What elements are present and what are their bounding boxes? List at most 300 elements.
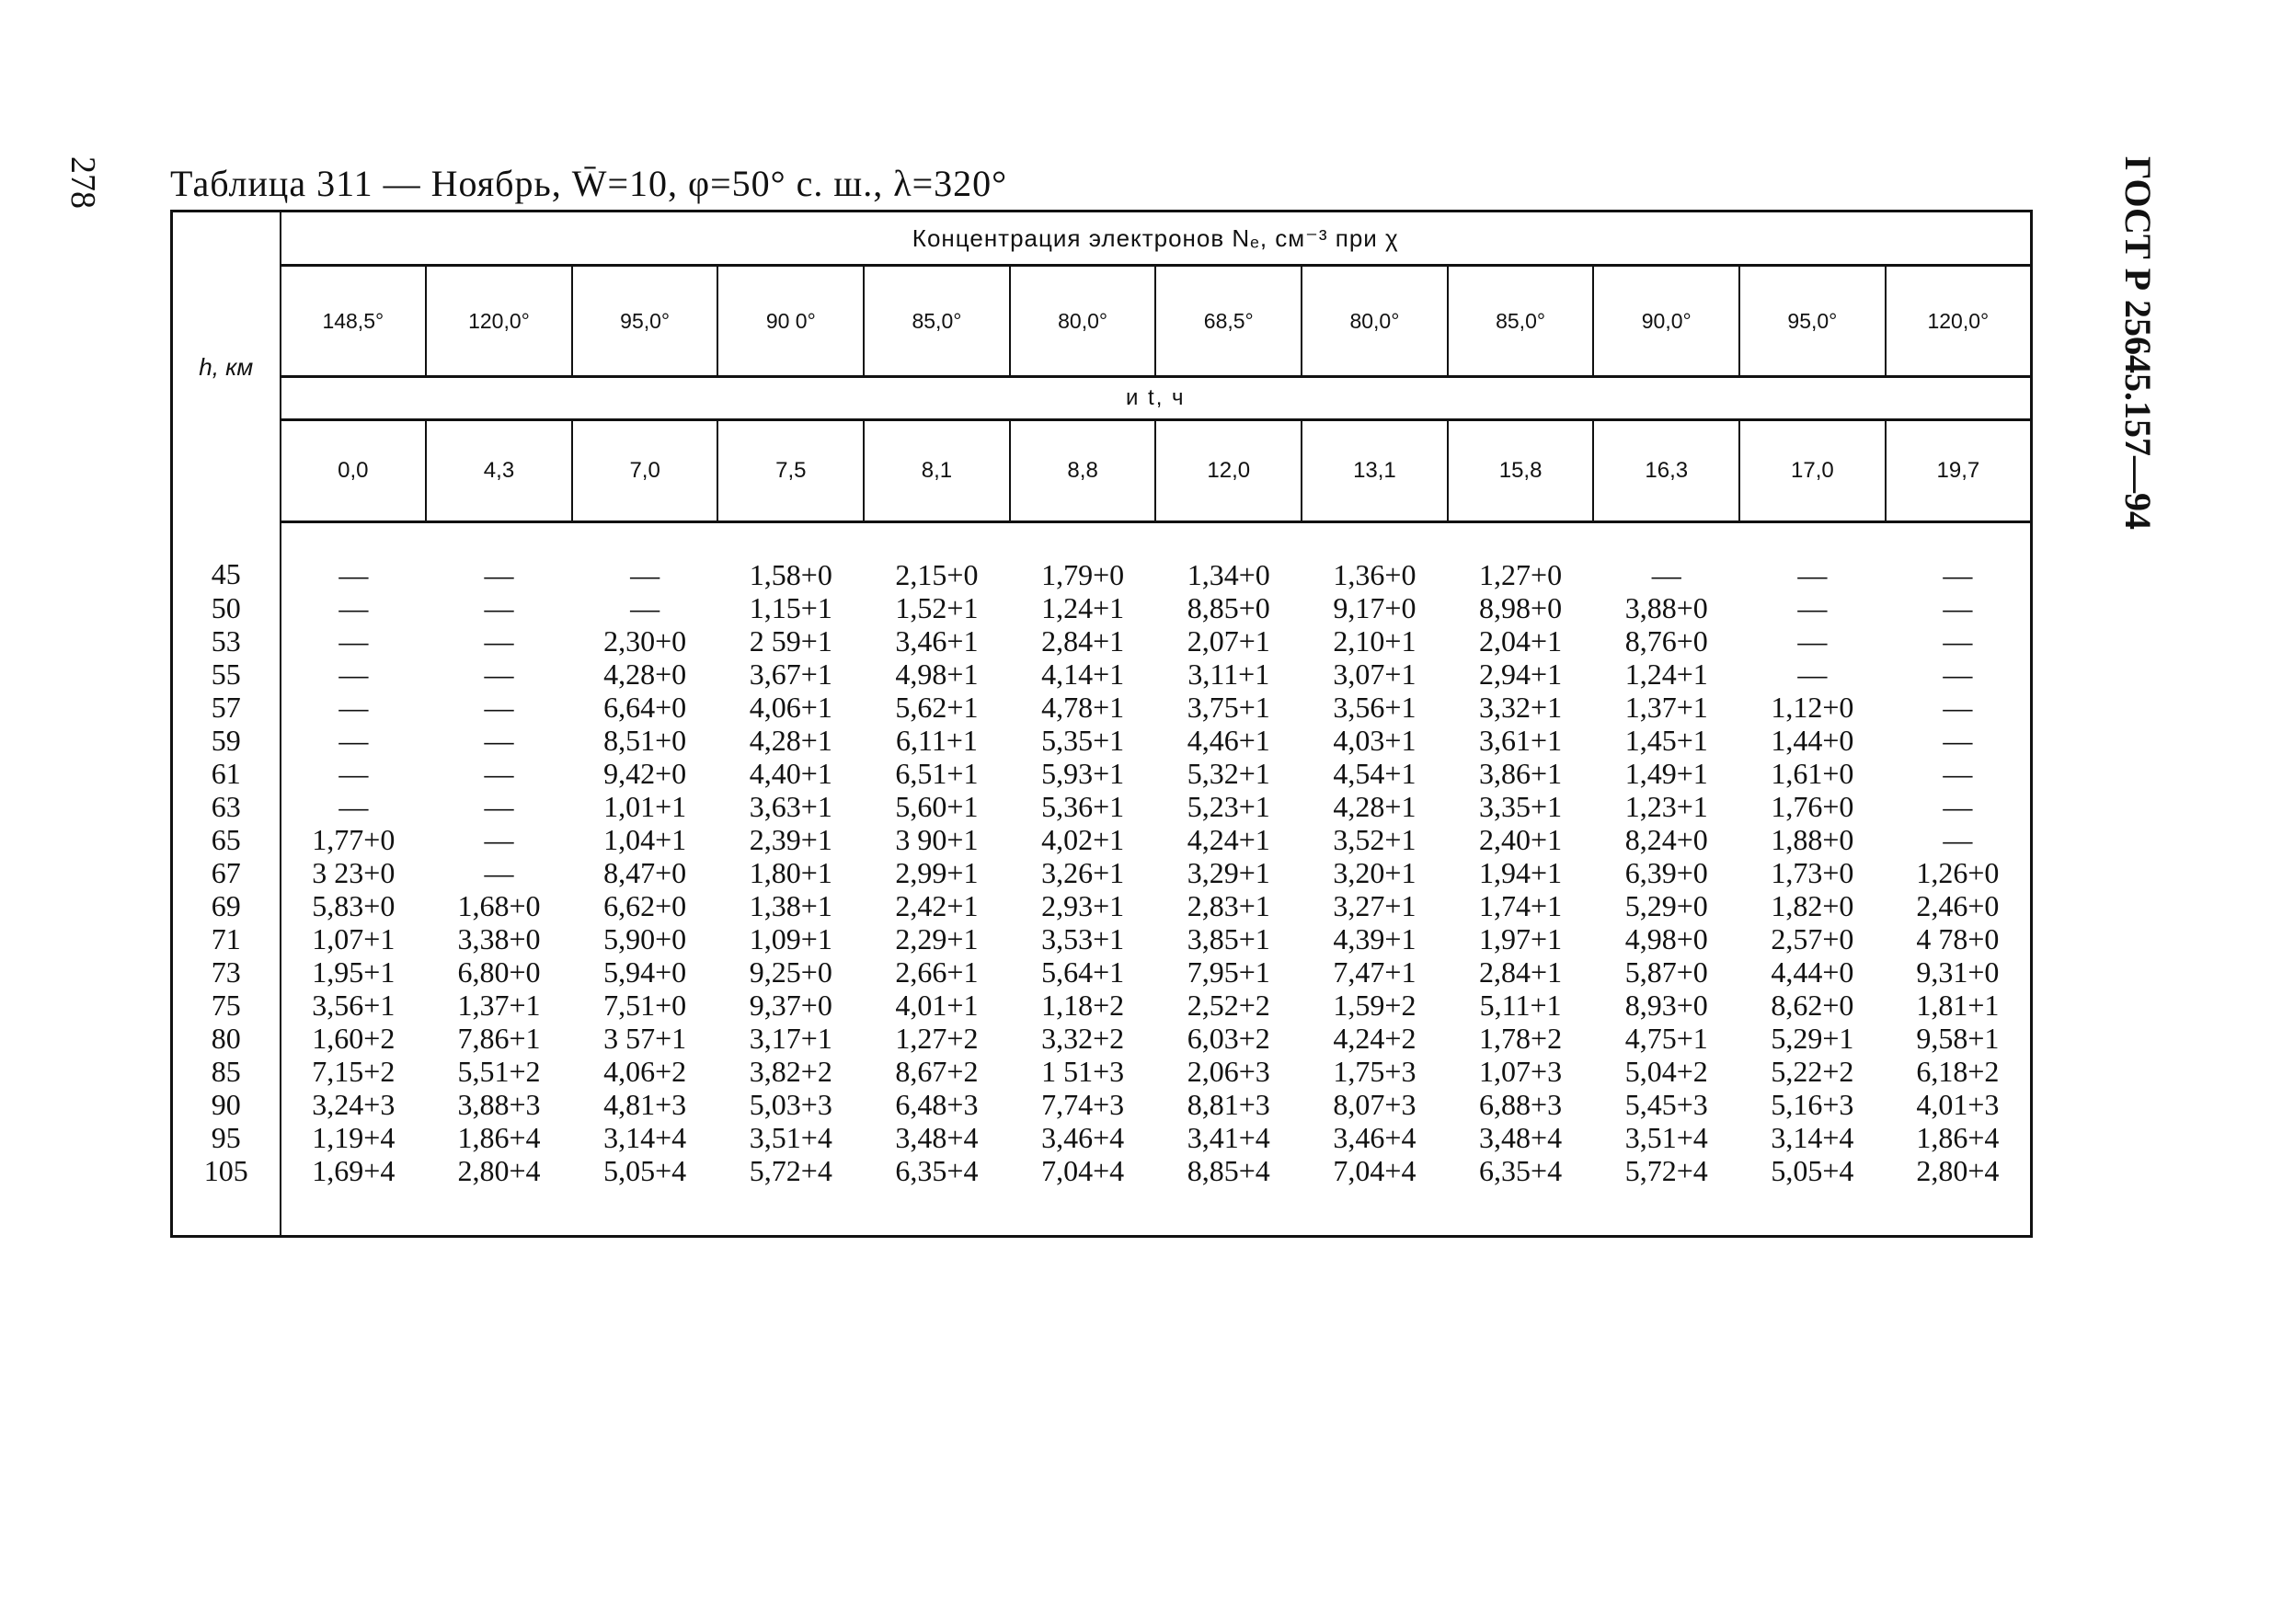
value-cell: 8,24+0: [1624, 823, 1708, 856]
value-cell: 8,67+2: [895, 1055, 979, 1088]
value-cell: —: [1886, 658, 2032, 691]
value-cell: 1,86+4: [457, 1121, 541, 1154]
value-cell: 1,94+1: [1479, 856, 1563, 889]
value-cell: —: [1886, 691, 2032, 724]
value-cell: 1,27+2: [895, 1022, 979, 1055]
value-cell: 6,80+0: [457, 955, 541, 989]
value-cell: —: [338, 591, 369, 624]
value-cell: 5,05+4: [572, 1154, 718, 1237]
value-cell: 4 78+0: [1886, 922, 2032, 955]
chi-value: 85,0°: [864, 266, 1010, 377]
value-cell: 3,14+4: [1771, 1121, 1854, 1154]
value-cell: 1,86+4: [1886, 1121, 2032, 1154]
value-cell: 4,01+1: [895, 989, 979, 1022]
value-cell: 1,78+2: [1479, 1022, 1563, 1055]
value-cell: 1,88+0: [1771, 823, 1854, 856]
value-cell: 1,23+1: [1624, 790, 1708, 823]
value-cell: 1,59+2: [1333, 989, 1417, 1022]
value-cell: —: [484, 591, 514, 624]
value-cell: 3,63+1: [749, 790, 832, 823]
height-cell: 65: [172, 823, 281, 856]
value-cell: 8,93+0: [1624, 989, 1708, 1022]
value-cell: 1,27+0: [1479, 558, 1563, 591]
value-cell: 6,62+0: [603, 889, 687, 922]
value-cell: —: [1886, 757, 2032, 790]
value-cell: 3,32+1: [1479, 691, 1563, 724]
value-cell: 3,75+1: [1187, 691, 1270, 724]
chi-value: 120,0°: [426, 266, 572, 377]
value-cell: 5,23+1: [1187, 790, 1270, 823]
t-value: 17,0: [1739, 420, 1886, 522]
value-cell: 7,74+3: [1041, 1088, 1125, 1121]
height-cell: 50: [172, 591, 281, 624]
table-row: [172, 591, 2032, 624]
value-cell: 4,28+1: [1333, 790, 1417, 823]
value-cell: 1,24+1: [1624, 658, 1708, 691]
table-row: [172, 823, 2032, 856]
table-row: [172, 856, 2032, 889]
height-cell: 80: [172, 1022, 281, 1055]
chi-value: 148,5°: [281, 266, 427, 377]
value-cell: 3 57+1: [603, 1022, 687, 1055]
value-cell: 6,35+4: [1448, 1154, 1594, 1237]
value-cell: —: [484, 823, 514, 856]
table-row: [172, 989, 2032, 1022]
value-cell: 4,98+1: [895, 658, 979, 691]
value-cell: 2,99+1: [895, 856, 979, 889]
value-cell: 1,09+1: [749, 922, 832, 955]
value-cell: 2,57+0: [1771, 922, 1854, 955]
t-value: 7,0: [572, 420, 718, 522]
value-cell: —: [1886, 591, 2032, 624]
t-value: 12,0: [1155, 420, 1302, 522]
value-cell: 1,80+1: [749, 856, 832, 889]
table-row: [172, 624, 2032, 658]
value-cell: 3,51+4: [1624, 1121, 1708, 1154]
chi-value: 120,0°: [1886, 266, 2032, 377]
table-row: [172, 522, 2032, 592]
value-cell: 4,06+1: [749, 691, 832, 724]
value-cell: 3 90+1: [895, 823, 979, 856]
value-cell: 1,95+1: [312, 955, 396, 989]
value-cell: 2,66+1: [895, 955, 979, 989]
value-cell: —: [484, 856, 514, 889]
chi-value: 95,0°: [1739, 266, 1886, 377]
value-cell: 4,44+0: [1771, 955, 1854, 989]
table-row: [172, 922, 2032, 955]
height-cell: 45: [172, 522, 281, 592]
value-cell: 3,56+1: [1333, 691, 1417, 724]
value-cell: 3,88+0: [1624, 591, 1708, 624]
height-cell: 75: [172, 989, 281, 1022]
value-cell: 3,20+1: [1333, 856, 1417, 889]
value-cell: 8,62+0: [1771, 989, 1854, 1022]
value-cell: 3,67+1: [749, 658, 832, 691]
height-cell: 73: [172, 955, 281, 989]
table-row: [172, 724, 2032, 757]
value-cell: 1,01+1: [603, 790, 687, 823]
value-cell: 3,56+1: [312, 989, 396, 1022]
value-cell: 3,41+4: [1187, 1121, 1270, 1154]
value-cell: 5,87+0: [1624, 955, 1708, 989]
value-cell: 1,49+1: [1624, 757, 1708, 790]
value-cell: —: [630, 591, 660, 624]
value-cell: 1,15+1: [749, 591, 832, 624]
value-cell: 1,69+4: [281, 1154, 427, 1237]
table-row: [172, 691, 2032, 724]
value-cell: 2,46+0: [1886, 889, 2032, 922]
chi-value: 90,0°: [1593, 266, 1739, 377]
value-cell: 7,47+1: [1333, 955, 1417, 989]
value-cell: 1 51+3: [1041, 1055, 1125, 1088]
value-cell: 3,27+1: [1333, 889, 1417, 922]
value-cell: 2,30+0: [603, 624, 687, 658]
value-cell: 5,64+1: [1041, 955, 1125, 989]
value-cell: —: [484, 790, 514, 823]
chi-value: 80,0°: [1010, 266, 1156, 377]
value-cell: 3,88+3: [457, 1088, 541, 1121]
value-cell: 1,34+0: [1187, 558, 1270, 591]
value-cell: —: [484, 724, 514, 757]
height-cell: 85: [172, 1055, 281, 1088]
t-value: 4,3: [426, 420, 572, 522]
table-row: [172, 1022, 2032, 1055]
value-cell: 6,88+3: [1479, 1088, 1563, 1121]
value-cell: 1,44+0: [1771, 724, 1854, 757]
value-cell: 1,97+1: [1479, 922, 1563, 955]
value-cell: 2,42+1: [895, 889, 979, 922]
value-cell: 4,75+1: [1624, 1022, 1708, 1055]
value-cell: 3,46+4: [1333, 1121, 1417, 1154]
value-cell: 4,28+1: [749, 724, 832, 757]
value-cell: 3,24+3: [312, 1088, 396, 1121]
value-cell: 2,80+4: [426, 1154, 572, 1237]
value-cell: —: [1886, 724, 2032, 757]
value-cell: 9,31+0: [1886, 955, 2032, 989]
value-cell: 2,04+1: [1479, 624, 1563, 658]
value-cell: 2,80+4: [1886, 1154, 2032, 1237]
page-number: 278: [63, 156, 102, 209]
value-cell: —: [338, 757, 369, 790]
value-cell: 5,83+0: [312, 889, 396, 922]
value-cell: —: [484, 558, 514, 591]
value-cell: —: [1886, 823, 2032, 856]
value-cell: 2,93+1: [1041, 889, 1125, 922]
chi-value: 90 0°: [717, 266, 864, 377]
value-cell: 5,62+1: [895, 691, 979, 724]
value-cell: 1,37+1: [457, 989, 541, 1022]
value-cell: 7,15+2: [312, 1055, 396, 1088]
value-cell: 5,03+3: [749, 1088, 832, 1121]
value-cell: —: [1797, 591, 1828, 624]
value-cell: —: [338, 724, 369, 757]
value-cell: 6,51+1: [895, 757, 979, 790]
height-cell: 95: [172, 1121, 281, 1154]
t-value: 0,0: [281, 420, 427, 522]
value-cell: 5,72+4: [1593, 1154, 1739, 1237]
value-cell: 3,48+4: [1479, 1121, 1563, 1154]
value-cell: 4,78+1: [1041, 691, 1125, 724]
value-cell: 5,72+4: [717, 1154, 864, 1237]
value-cell: 9,17+0: [1333, 591, 1417, 624]
value-cell: —: [338, 691, 369, 724]
value-cell: 5,29+0: [1624, 889, 1708, 922]
value-cell: 1,07+3: [1479, 1055, 1563, 1088]
value-cell: 4,24+2: [1333, 1022, 1417, 1055]
value-cell: 1,60+2: [312, 1022, 396, 1055]
value-cell: 3,82+2: [749, 1055, 832, 1088]
value-cell: 7,95+1: [1187, 955, 1270, 989]
value-cell: 9,37+0: [749, 989, 832, 1022]
value-cell: 4,40+1: [749, 757, 832, 790]
t-value: 8,8: [1010, 420, 1156, 522]
height-cell: 59: [172, 724, 281, 757]
value-cell: 8,51+0: [603, 724, 687, 757]
value-cell: —: [1797, 624, 1828, 658]
value-cell: 2,06+3: [1187, 1055, 1270, 1088]
value-cell: 1,61+0: [1771, 757, 1854, 790]
value-cell: 3,38+0: [457, 922, 541, 955]
value-cell: 1,73+0: [1771, 856, 1854, 889]
value-cell: —: [1886, 790, 2032, 823]
concentration-header: Концентрация электронов Nₑ, см⁻³ при χ: [281, 212, 2032, 266]
value-cell: 3,14+4: [603, 1121, 687, 1154]
value-cell: 9,58+1: [1886, 1022, 2032, 1055]
value-cell: 8,07+3: [1333, 1088, 1417, 1121]
value-cell: 5,94+0: [603, 955, 687, 989]
value-cell: 2 59+1: [749, 624, 832, 658]
value-cell: 4,06+2: [603, 1055, 687, 1088]
value-cell: 3,53+1: [1041, 922, 1125, 955]
height-cell: 63: [172, 790, 281, 823]
value-cell: 4,81+3: [603, 1088, 687, 1121]
value-cell: 7,04+4: [1302, 1154, 1448, 1237]
table-caption: Таблица 311 — Ноябрь, W̄=10, φ=50° с. ш., λ=320°: [170, 163, 1008, 204]
value-cell: 4,03+1: [1333, 724, 1417, 757]
chi-value: 68,5°: [1155, 266, 1302, 377]
value-cell: 4,01+3: [1886, 1088, 2032, 1121]
value-cell: —: [484, 757, 514, 790]
value-cell: 8,81+3: [1187, 1088, 1270, 1121]
height-header: h, км: [172, 212, 281, 522]
value-cell: 4,46+1: [1187, 724, 1270, 757]
value-cell: 1,76+0: [1771, 790, 1854, 823]
height-cell: 71: [172, 922, 281, 955]
value-cell: 3,46+4: [1041, 1121, 1125, 1154]
value-cell: 3,61+1: [1479, 724, 1563, 757]
value-cell: —: [484, 691, 514, 724]
value-cell: 7,86+1: [457, 1022, 541, 1055]
value-cell: 1,81+1: [1886, 989, 2032, 1022]
value-cell: 9,42+0: [603, 757, 687, 790]
value-cell: —: [1651, 558, 1681, 591]
value-cell: 5,04+2: [1624, 1055, 1708, 1088]
value-cell: 5,35+1: [1041, 724, 1125, 757]
value-cell: 8,47+0: [603, 856, 687, 889]
value-cell: 2,84+1: [1041, 624, 1125, 658]
table-row: [172, 1154, 2032, 1237]
chi-value: 85,0°: [1448, 266, 1594, 377]
value-cell: 3,86+1: [1479, 757, 1563, 790]
value-cell: 2,07+1: [1187, 624, 1270, 658]
value-cell: —: [484, 624, 514, 658]
height-cell: 53: [172, 624, 281, 658]
value-cell: —: [1886, 624, 2032, 658]
height-cell: 69: [172, 889, 281, 922]
value-cell: 3,07+1: [1333, 658, 1417, 691]
value-cell: —: [1886, 522, 2032, 592]
t-value: 15,8: [1448, 420, 1594, 522]
value-cell: 6,03+2: [1187, 1022, 1270, 1055]
value-cell: 1,04+1: [603, 823, 687, 856]
t-value: 13,1: [1302, 420, 1448, 522]
value-cell: 1,19+4: [312, 1121, 396, 1154]
value-cell: 2,10+1: [1333, 624, 1417, 658]
value-cell: 4,39+1: [1333, 922, 1417, 955]
height-cell: 90: [172, 1088, 281, 1121]
height-cell: 67: [172, 856, 281, 889]
value-cell: 1,82+0: [1771, 889, 1854, 922]
value-cell: 8,76+0: [1624, 624, 1708, 658]
value-cell: 2,39+1: [749, 823, 832, 856]
value-cell: 1,26+0: [1886, 856, 2032, 889]
value-cell: 8,85+4: [1155, 1154, 1302, 1237]
value-cell: 9,25+0: [749, 955, 832, 989]
value-cell: 6,35+4: [864, 1154, 1010, 1237]
value-cell: 6,48+3: [895, 1088, 979, 1121]
value-cell: 5,16+3: [1771, 1088, 1854, 1121]
value-cell: 4,28+0: [603, 658, 687, 691]
value-cell: 3,35+1: [1479, 790, 1563, 823]
t-value: 8,1: [864, 420, 1010, 522]
value-cell: 3,85+1: [1187, 922, 1270, 955]
t-value: 7,5: [717, 420, 864, 522]
table-row: [172, 1088, 2032, 1121]
value-cell: 5,11+1: [1479, 989, 1562, 1022]
value-cell: 1,07+1: [312, 922, 396, 955]
value-cell: 3,11+1: [1187, 658, 1270, 691]
value-cell: 6,39+0: [1624, 856, 1708, 889]
value-cell: 5,05+4: [1739, 1154, 1886, 1237]
table-row: [172, 790, 2032, 823]
value-cell: 4,98+0: [1624, 922, 1708, 955]
value-cell: 6,18+2: [1886, 1055, 2032, 1088]
value-cell: 4,54+1: [1333, 757, 1417, 790]
value-cell: 4,14+1: [1041, 658, 1125, 691]
value-cell: 2,52+2: [1187, 989, 1270, 1022]
data-table-container: [170, 210, 2033, 1225]
table-body: [172, 522, 2032, 1237]
value-cell: 5,51+2: [457, 1055, 541, 1088]
value-cell: 7,04+4: [1010, 1154, 1156, 1237]
value-cell: 5,60+1: [895, 790, 979, 823]
value-cell: 4,02+1: [1041, 823, 1125, 856]
value-cell: 8,85+0: [1187, 591, 1270, 624]
value-cell: 3,32+2: [1041, 1022, 1125, 1055]
value-cell: 5,32+1: [1187, 757, 1270, 790]
value-cell: 6,64+0: [603, 691, 687, 724]
electron-concentration-table: [170, 210, 2033, 1238]
value-cell: —: [630, 558, 660, 591]
value-cell: 5,22+2: [1771, 1055, 1854, 1088]
value-cell: —: [1797, 558, 1828, 591]
value-cell: 5,36+1: [1041, 790, 1125, 823]
table-row: [172, 658, 2032, 691]
value-cell: 1,68+0: [457, 889, 541, 922]
height-cell: 57: [172, 691, 281, 724]
value-cell: 2,40+1: [1479, 823, 1563, 856]
value-cell: 1,38+1: [749, 889, 832, 922]
value-cell: 3,51+4: [749, 1121, 832, 1154]
height-cell: 61: [172, 757, 281, 790]
value-cell: 5,90+0: [603, 922, 687, 955]
value-cell: 6,11+1: [896, 724, 978, 757]
value-cell: 5,45+3: [1624, 1088, 1708, 1121]
chi-header-row: [172, 266, 2032, 377]
value-cell: 2,83+1: [1187, 889, 1270, 922]
value-cell: 1,12+0: [1771, 691, 1854, 724]
value-cell: 3,46+1: [895, 624, 979, 658]
value-cell: 1,58+0: [749, 558, 832, 591]
value-cell: 3,26+1: [1041, 856, 1125, 889]
value-cell: 1,24+1: [1041, 591, 1125, 624]
value-cell: 3,29+1: [1187, 856, 1270, 889]
value-cell: 3 23+0: [312, 856, 396, 889]
value-cell: 7,51+0: [603, 989, 687, 1022]
chi-value: 80,0°: [1302, 266, 1448, 377]
value-cell: 3,48+4: [895, 1121, 979, 1154]
value-cell: —: [338, 658, 369, 691]
value-cell: 2,94+1: [1479, 658, 1563, 691]
value-cell: 1,79+0: [1041, 558, 1125, 591]
height-cell: 55: [172, 658, 281, 691]
t-value: 19,7: [1886, 420, 2032, 522]
value-cell: —: [338, 624, 369, 658]
value-cell: 1,75+3: [1333, 1055, 1417, 1088]
value-cell: 1,18+2: [1041, 989, 1125, 1022]
value-cell: —: [1797, 658, 1828, 691]
value-cell: 3,52+1: [1333, 823, 1417, 856]
value-cell: —: [484, 658, 514, 691]
value-cell: 8,98+0: [1479, 591, 1563, 624]
t-header-row: [172, 420, 2032, 522]
value-cell: 1,52+1: [895, 591, 979, 624]
t-value: 16,3: [1593, 420, 1739, 522]
value-cell: 1,74+1: [1479, 889, 1563, 922]
value-cell: —: [338, 790, 369, 823]
table-row: [172, 889, 2032, 922]
value-cell: 4,24+1: [1187, 823, 1270, 856]
height-cell: 105: [172, 1154, 281, 1237]
chi-value: 95,0°: [572, 266, 718, 377]
value-cell: 1,36+0: [1333, 558, 1417, 591]
value-cell: 2,29+1: [895, 922, 979, 955]
value-cell: 2,15+0: [895, 558, 979, 591]
time-header: и t, ч: [281, 377, 2032, 420]
value-cell: 5,93+1: [1041, 757, 1125, 790]
value-cell: 1,45+1: [1624, 724, 1708, 757]
value-cell: 5,29+1: [1771, 1022, 1854, 1055]
value-cell: 2,84+1: [1479, 955, 1563, 989]
value-cell: 1,37+1: [1624, 691, 1708, 724]
value-cell: 3,17+1: [749, 1022, 832, 1055]
table-row: [172, 955, 2032, 989]
table-row: [172, 1121, 2032, 1154]
table-row: [172, 757, 2032, 790]
value-cell: —: [338, 558, 369, 591]
table-row: [172, 1055, 2032, 1088]
document-code: ГОСТ Р 25645.157—94: [2117, 156, 2159, 531]
